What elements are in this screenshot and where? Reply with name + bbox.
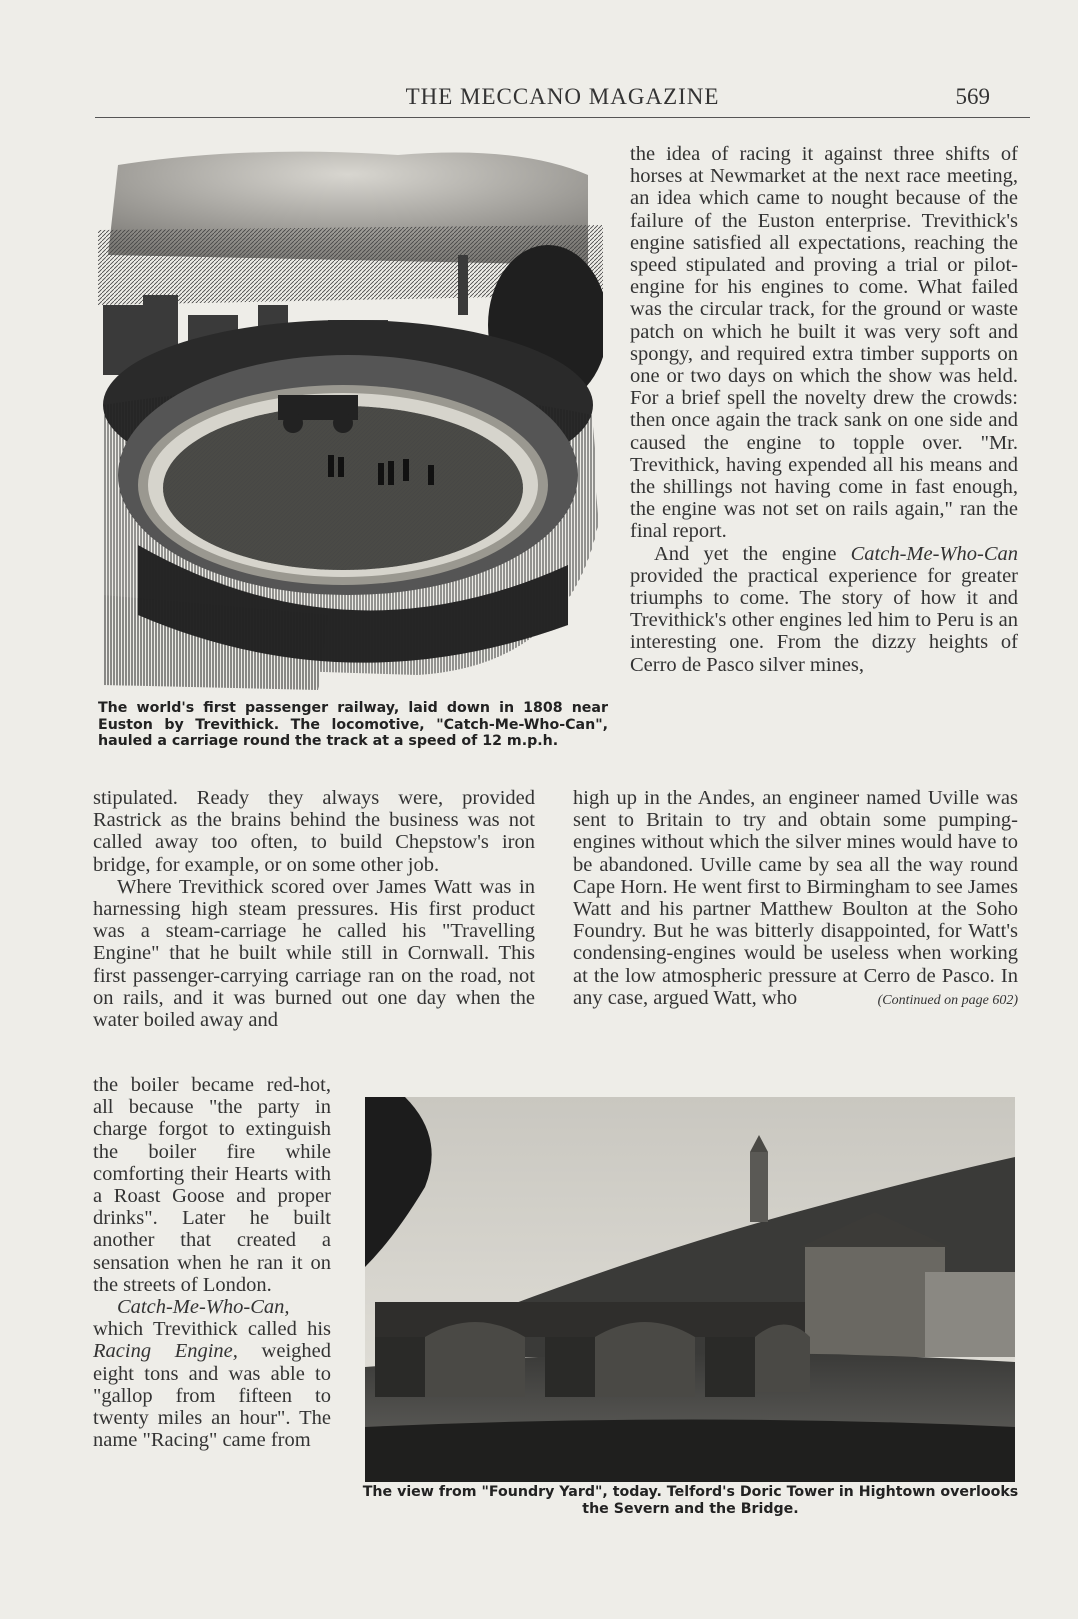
text: high up in the Andes, an engineer named Uville was sent to Britain to try and obtain some pumping-engines without which the silver mines would have to be abandoned. Uville came by sea all the way round Cape Horn. He went first to Birmingham to see James Watt and his partner Matthew Boulton at the Soho Foundry. But he was bitterly disappointed, for Watt's condensing-engines would be useless when working at the low atmospheric pressure at Cerro de Pasco. In any case, argued Watt, who (573, 787, 1018, 1009)
page-header (95, 84, 1030, 118)
right-column-lower (573, 787, 1018, 1012)
paragraph: stipulated. Ready they always were, provided Rastrick as the brains behind the business was not called away too often, to build Chepstow's iron bridge, for example, or on some other job. (93, 787, 535, 876)
page-number: 569 (955, 84, 990, 109)
paragraph: the idea of racing it against three shifts of horses at Newmarket at the next race meeting, an idea which came to nought because of the failure of the Euston enterprise. Trevithick's engine satisfied all expectations, reaching the speed stipulated and proving a trial or pilot-engine for his engines to come. What failed was the circular track, for the ground or waste patch on which he built it was very soft and spongy, and required extra timber supports on one or two days on which the show was held. For a brief spell the novelty drew the crowds: then once again the track sank on one side and caused the engine to topple over. "Mr. Trevithick, having expended all his means and the shillings not having come in fast enough, the engine was not set on rails again," ran the final report. (630, 143, 1018, 543)
figure1-caption: The world's first passenger railway, laid down in 1808 near Euston by Trevithick. The locomotive, "Catch-Me-Who-Can", hauled a carriage round the track at a speed of 12 m.p.h. (98, 700, 608, 749)
left-column-narrow (93, 1074, 331, 1451)
paragraph (630, 543, 1018, 676)
continued-note: (Continued on page 602) (877, 992, 1018, 1008)
figure2-caption: The view from "Foundry Yard", today. Telford's Doric Tower in Hightown overlooks the Severn and the Bridge. (362, 1484, 1019, 1517)
right-column-upper (630, 143, 1018, 676)
left-column (93, 787, 535, 1031)
text: weighed eight tons and was able to "gallop from fifteen to twenty miles an hour". The name "Racing" came from (93, 1340, 331, 1452)
text: And yet the engine (654, 542, 851, 565)
paragraph: Where Trevithick scored over James Watt was in harnessing high steam pressures. His first product was a steam-carriage he called his "Travelling Engine" that he built while still in Cornwall. This first passenger-carrying carriage ran on the road, not on rails, and it was burned out one day when the water boiled away and (93, 875, 535, 1032)
header-rule (95, 117, 1030, 118)
paragraph: the boiler became red-hot, all because "the party in charge forgot to extinguish the boiler fire while comforting their Hearts with a Roast Goose and proper drinks". Later he built another that created a sensation when he ran it on the streets of London. (93, 1074, 331, 1296)
paragraph (93, 1296, 331, 1451)
text: which Trevithick called his (93, 1318, 331, 1341)
text: provided the practical experience for greater triumphs to come. The story of how it and Trevithick's other engines led him to Peru is an interesting one. From the dizzy heights of Cerro de Pasco silver mines, (630, 564, 1018, 676)
paragraph (573, 787, 1018, 1009)
engine-name: Racing Engine, (93, 1340, 238, 1363)
locomotive-name: Catch-Me-Who-Can (850, 542, 1018, 565)
magazine-title: THE MECCANO MAGAZINE (405, 84, 720, 109)
circular-railway-engraving (98, 145, 603, 698)
foundry-yard-photo (365, 1097, 1015, 1482)
locomotive-name: Catch-Me-Who-Can, (117, 1296, 290, 1319)
